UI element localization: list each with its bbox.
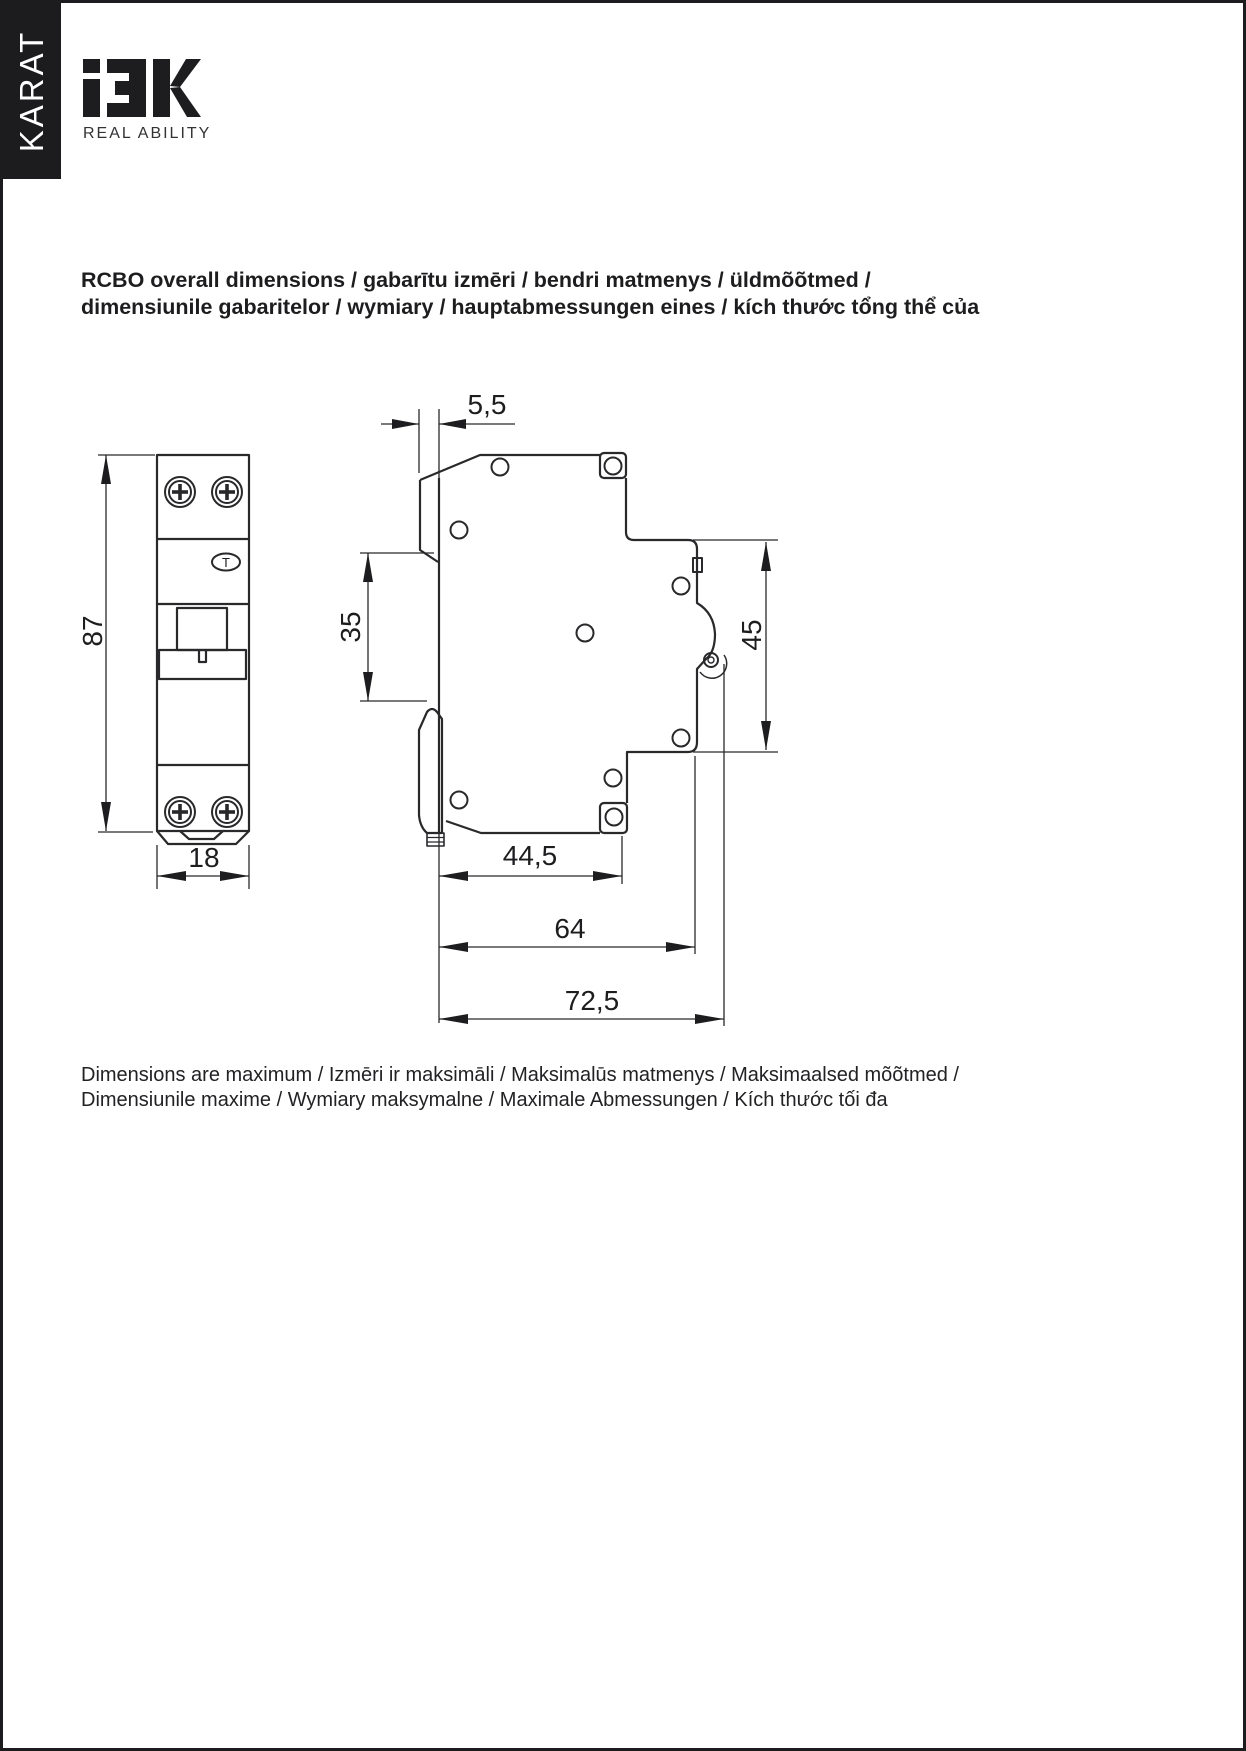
test-button-label: T bbox=[222, 555, 230, 570]
dimension-label-87: 87 bbox=[77, 615, 108, 647]
page-title-line1: RCBO overall dimensions / gabarītu izmēri / bendri matmenys / üldmõõtmed / bbox=[81, 268, 871, 292]
dimension-label-5-5: 5,5 bbox=[467, 389, 507, 420]
dimensions-note bbox=[81, 1063, 1131, 1113]
dimension-label-72-5: 72,5 bbox=[564, 985, 620, 1016]
toggle-handle bbox=[177, 608, 227, 650]
dimension-label-35: 35 bbox=[335, 611, 366, 643]
dimension-label-45: 45 bbox=[736, 619, 767, 651]
screw-icon bbox=[212, 477, 242, 507]
terminal-screws bbox=[165, 477, 242, 827]
dimension-label-44-5: 44,5 bbox=[502, 840, 558, 871]
screw-icon bbox=[165, 797, 195, 827]
dimensions-note-line2: Dimensiunile maxime / Wymiary maksymalne / Maximale Abmessungen / Kích thước tối đa bbox=[81, 1089, 888, 1111]
brand-sidebar-label: KARAT bbox=[13, 29, 50, 153]
dimension-label-18: 18 bbox=[188, 842, 220, 873]
test-button bbox=[212, 554, 240, 571]
dimension-label-64: 64 bbox=[554, 913, 586, 944]
logo-tagline: REAL ABILITY bbox=[83, 125, 212, 142]
dimensions-note-line1: Dimensions are maximum / Izmēri ir maksimāli / Maksimalūs matmenys / Maksimaalsed mõõtmed / bbox=[81, 1064, 959, 1086]
page-title-line2: dimensiunile gabaritelor / wymiary / hauptabmessungen eines / kích thước tổng thể của bbox=[81, 295, 980, 319]
latch-detail bbox=[700, 653, 727, 678]
technical-drawing bbox=[3, 3, 1246, 1751]
front-view bbox=[157, 455, 249, 844]
screw-icon bbox=[212, 797, 242, 827]
toggle-plate bbox=[159, 650, 246, 679]
side-view-holes bbox=[451, 458, 690, 826]
screw-icon bbox=[165, 477, 195, 507]
side-view bbox=[419, 453, 715, 846]
